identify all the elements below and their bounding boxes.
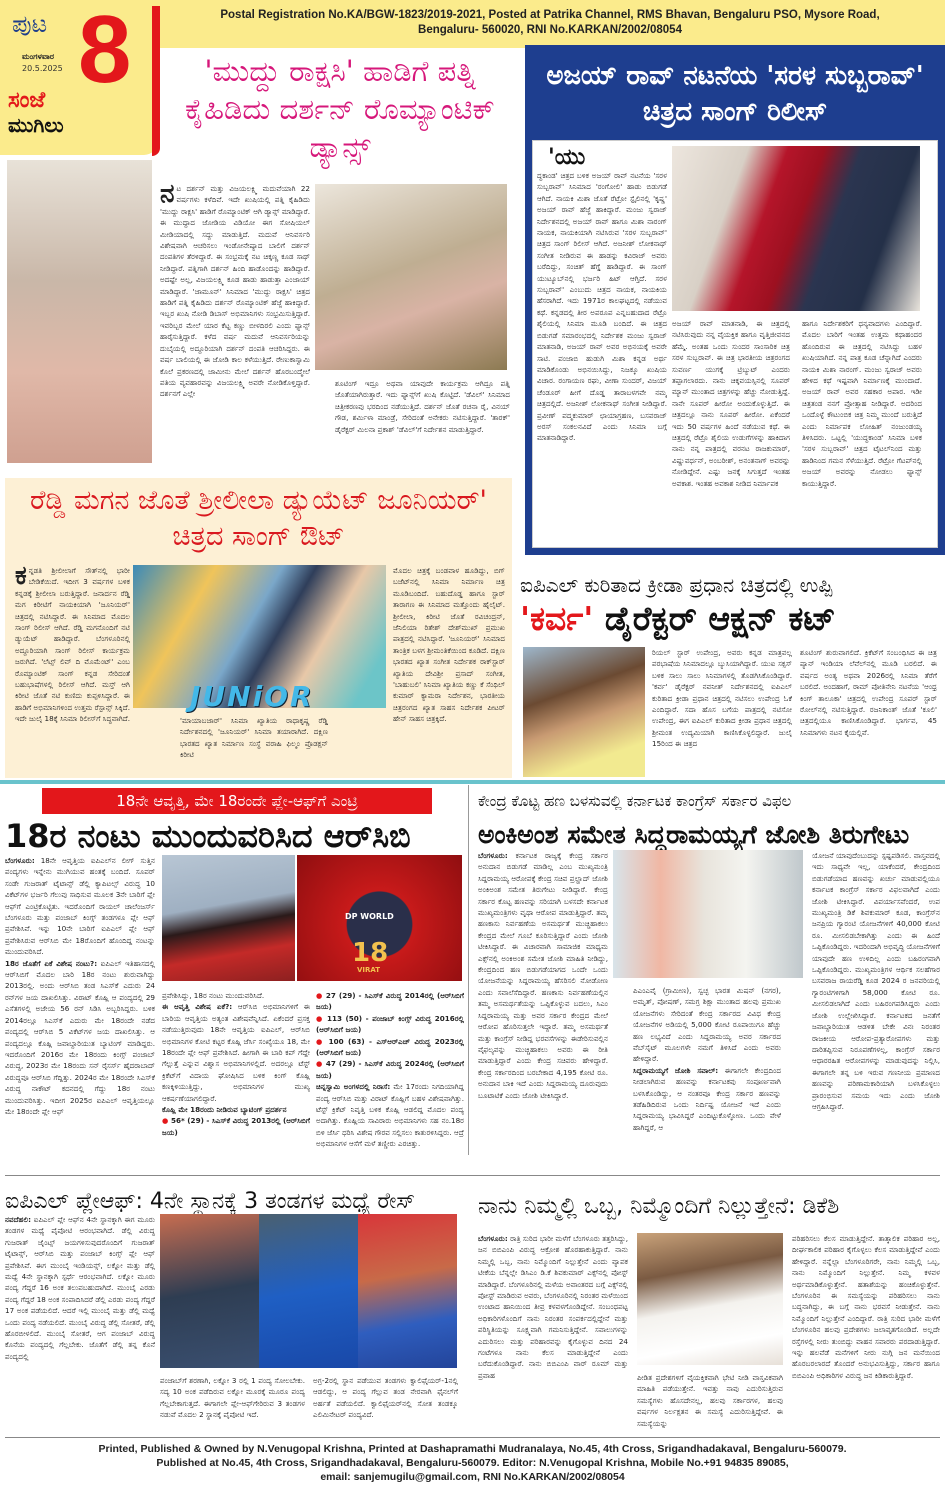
ipl-captains-photo: [160, 1214, 457, 1368]
dks-headline: ನಾನು ನಿಮ್ಮಲ್ಲಿ ಒಬ್ಬ, ನಿಮ್ಮೊಂದಿಗೆ ನಿಲ್ಲುತ್ತೇನೆ: ಡಿಕೆಶಿ: [478, 1194, 840, 1219]
imprint-line-3: email: sanjemugilu@gmail.com, RNI No.KARKAN/2002/08054: [320, 1471, 625, 1483]
dks-body-column-1: ಬೆಂಗಳೂರು: ರಾತ್ರಿ ಸುರಿದ ಭಾರೀ ಮಳೆಗೆ ಬೆಂಗಳೂರು ತತ್ತರಿಸಿದ್ದು, ಜನ ಬಿಬಿಎಂಪಿ ವಿರುದ್ಧ ಆಕ್ರೋಶ ಹೊರಹಾಕುತ್ತಿದ್ದಾರೆ. ನಾನು ನಿಮ್ಮಲ್ಲಿ ಒಬ್ಬ, ನಾನು ನಿಮ್ಮೊಂದಿಗೆ ನಿಲ್ಲುತ್ತೇನೆ ಎಂದು ವ್ಯಾಪಕ ಟೀಕೆಯ ಬೆನ್ನಲ್ಲೇ ಡಿಸಿಎಂ ಡಿ.ಕೆ ಶಿವಕುಮಾರ್ ಎಕ್ಸ್‌ನಲ್ಲಿ ಪೋಸ್ಟ್ ಮಾಡಿದ್ದಾರೆ. ಬೆಂಗಳೂರಿನಲ್ಲಿ ಮಳೆಯ ಅವಾಂತರದ ಬಗ್ಗೆ ಎಕ್ಸ್‌ನಲ್ಲಿ ಪೋಸ್ಟ್ ಮಾಡಿರುವ ಅವರು, ಬೆಂಗಳೂರಿನಲ್ಲಿ ನಿರಂತರ ಮಳೆಯಿಂದ ಉಂಟಾದ ಹಾನಿಯಿಂದ ತೀವ್ರ ಕಳವಳಗೊಂಡಿದ್ದೇನೆ. ಸಂಬಂಧಪಟ್ಟ ಅಧಿಕಾರಿಗಳೊಂದಿಗೆ ನಾನು ನಿರಂತರ ಸಂಪರ್ಕದಲ್ಲಿದ್ದೇನೆ ಮತ್ತು ಪರಿಸ್ಥಿತಿಯನ್ನು ಸೂಕ್ಷ್ಮವಾಗಿ ಗಮನಿಸುತ್ತಿದ್ದೇನೆ. ಸವಾಲುಗಳನ್ನು ಎದುರಿಸಲು ಮತ್ತು ಪರಿಹಾರವನ್ನು ಕೈಗೊಳ್ಳುವ ದಿನದ 24 ಗಂಟೆಗಳೂ ನಾನು ಕೆಲಸ ಮಾಡುತ್ತಿದ್ದೇನೆ ಎಂದು ಬರೆದುಕೊಂಡಿದ್ದಾರೆ. ನಾನು ಬಿಬಿಎಂಪಿ ವಾರ್ ರೂಮ್ ಮತ್ತು ಪ್ರವಾಹ: [478, 1234, 628, 1380]
lsg-player-photo: [160, 1214, 259, 1368]
page-number: 8: [78, 0, 132, 103]
sreeleela-body-column-2: 'ಮಾಯಾಬಜಾರ್' ಸಿನಿಮಾ ಖ್ಯಾತಿಯ ರಾಧಾಕೃಷ್ಣ ರೆಡ್ಡಿ ನಿರ್ದೇಶನದಲ್ಲಿ 'ಜೂನಿಯರ್' ಸಿನಿಮಾ ತಯಾರಾಗಿದೆ. ದಕ್ಷಿಣ ಭಾರತದ ಖ್ಯಾತ ನಿರ್ಮಾಣ ಸಂಸ್ಥೆ ವರಾಹಿ ಫಿಲ್ಮಂ ಪ್ರೊಡಕ್ಷನ್ ಕಿರೀಟಿ: [180, 716, 328, 760]
joshi-body-column-3: ಯೋಜನೆ ಯಾವುದೆಂಬುದನ್ನು ಸ್ಪಷ್ಟಪಡಿಸಲಿ. ವಾಸ್ತವದಲ್ಲಿ ಇದು ಸಾಧ್ಯವೇ ಇಲ್ಲ, ಯಾಕೆಂದರೆ, ಕೇಂದ್ರದಿಂದ ಬಿಡುಗಡೆಯಾದ ಹಣವನ್ನು ಖರ್ಚು ಮಾಡುವಲ್ಲಿಯೂ ಕರ್ನಾಟಕ ಕಾಂಗ್ರೆಸ್ ಸರ್ಕಾರ ವಿಫಲವಾಗಿದೆ ಎಂದು ಜೋಶಿ ಟೀಕಿಸಿದ್ದಾರೆ. ವಿಪರ್ಯಾಸವೆಂದರೆ, ಉಪ ಮುಖ್ಯಮಂತ್ರಿ ಡಿಕೆ ಶಿವಕುಮಾರ್ ಕೂಡ, ಕಾಂಗ್ರೆಸ್‌ನ ಜನಪ್ರಿಯ ಗ್ಯಾರಂಟಿ ಯೋಜನೆಗಳಿಗೆ 40,000 ಕೋಟಿ ರೂ. ಮೀಸಲಿಡಬೇಕಾಗಿತ್ತು ಎಂದು ಈ ಹಿಂದೆ ಒಪ್ಪಿಕೊಂಡಿದ್ದರು. ಇದರಿಂದಾಗಿ ಅಭಿವೃದ್ಧಿ ಯೋಜನೆಗಳಿಗೆ ಯಾವುದೇ ಹಣ ಉಳಿದಿಲ್ಲ ಎಂದು ಬಹಿರಂಗವಾಗಿ ಒಪ್ಪಿಕೊಂಡಿದ್ದರು. ಮುಖ್ಯಮಂತ್ರಿಗಳ ಆರ್ಥಿಕ ಸಲಹೆಗಾರ ಬಸವರಾಜ ರಾಯರೆಡ್ಡಿ ಕೂಡ 2024 ರ ಜನವರಿಯಲ್ಲಿ ಗ್ಯಾರಂಟಿಗಳಿಗಾಗಿ 58,000 ಕೋಟಿ ರೂ. ಮೀಸಲಿಡಲಾಗಿದೆ ಎಂದು ಬಹಿರಂಗಪಡಿಸಿದ್ದರು ಎಂದು ಜೋಶಿ ಉಲ್ಲೇಖಿಸಿದ್ದಾರೆ. ಕರ್ನಾಟಕದ ಜನತೆಗೆ ಜವಾಬ್ದಾರಿಯುತ ಆಡಳಿತ ಬೇಕೇ ವಿನಃ ನಿರಂತರ ರಾಜಕೀಯ ಆರೋಪ-ಪ್ರತ್ಯಾರೋಪಗಳು ಮತ್ತು ದಾರಿತಪ್ಪಿಸುವ ನಿರೂಪಣೆಗಳಲ್ಲ, ಕಾಂಗ್ರೆಸ್ ಸರ್ಕಾರ ಆಧಾರರಹಿತ ಆರೋಪಗಳನ್ನು ಮಾಡುವುದನ್ನು ನಿಲ್ಲಿಸಿ, ಈಗಾಗಲೇ ತನ್ನ ಬಳಿ ಇರುವ ಗಣನೀಯ ಪ್ರಮಾಣದ ಹಣವನ್ನು ಪರಿಣಾಮಕಾರಿಯಾಗಿ ಬಳಸಿಕೊಳ್ಳಲು ಪ್ರಾರಂಭಿಸುವ ಸಮಯ ಇದು ಎಂದು ಜೋಶಿ ಆಗ್ರಹಿಸಿದ್ದಾರೆ.: [812, 851, 940, 1111]
dateline: ನವದೆಹಲಿ:: [5, 1215, 31, 1224]
upendra-photo: [523, 647, 645, 777]
sreeleela-body-column-3: ಮೊದಲ ಚಿತ್ರಕ್ಕೆ ಬಂಡವಾಳ ಹೂಡಿದ್ದು, ಬಿಗ್ ಬಜೆಟ್‌ನಲ್ಲಿ ಸಿನಿಮಾ ನಿರ್ಮಾಣ ಚಿತ್ರ ಮೂಡಿಬಂದಿದೆ. ಬಹುದೊಡ್ಡ ಹಾಗೂ ಸ್ಟಾರ್ ತಾರಾಗಣ ಈ ಸಿನಿಮಾದ ಮತ್ತೊಂದು ಹೈಲೈಟ್. ಶ್ರೀಲೀಲಾ, ಕಿರೀಟಿ ಜೊತೆ ರವಿಚಂದ್ರನ್, ಜೆನಿಲಿಯಾ ರಿತೇಶ್ ದೇಶ್‌ಮುಖ್ ಪ್ರಮುಖ ಪಾತ್ರದಲ್ಲಿ ನಟಿಸಿದ್ದಾರೆ. 'ಜೂನಿಯರ್' ಸಿನಿಮಾದ ತಾಂತ್ರಿಕ ಬಳಗ ಶ್ರೀಮಂತಿಕೆಯಿಂದ ಕೂಡಿದೆ. ದಕ್ಷಿಣ ಭಾರತದ ಖ್ಯಾತ ಸಂಗೀತ ನಿರ್ದೇಶಕ ರಾಕ್‌ಸ್ಟಾರ್ ಖ್ಯಾತಿಯ ದೇವಿಶ್ರೀ ಪ್ರಸಾದ್ ಸಂಗೀತ, 'ಬಾಹುಬಲಿ' ಸಿನಿಮಾ ಖ್ಯಾತಿಯ ಕಣ್ಣು ಕೆ ಸೆಂಥಿಲ್ ಕುಮಾರ್ ಕ್ಯಾಮರಾ ನಿರ್ದೇಶನ, ಭಾರತೀಯ ಚಿತ್ರರಂಗದ ಖ್ಯಾತ ಸಾಹಸ ನಿರ್ದೇಶಕ ಪೀಟರ್ ಹೇನ್ ಸಾಹಸ ಚಿತ್ರಕ್ಕಿದೆ.: [393, 566, 505, 724]
ipl-playoff-headline: ಐಪಿಎಲ್ ಪ್ಲೇಆಫ್: 4ನೇ ಸ್ಥಾನಕ್ಕೆ 3 ತಂಡಗಳ ಮಧ್ಯೆ ರೇಸ್: [5, 1189, 416, 1214]
darshan-body-column-1: ನಟ ದರ್ಶನ್ ಮತ್ತು ವಿಜಯಲಕ್ಷ್ಮಿ ಮದುವೆಯಾಗಿ 22 ವರ್ಷಗಳು ಕಳೆದಿವೆ. ಇದೇ ಖುಷಿಯಲ್ಲಿ ಪತ್ನಿ ಕೈಹಿಡಿದು 'ಮುದ್ದು ರಾಕ್ಷಸಿ' ಹಾಡಿಗೆ ರೊಮ್ಯಾಂಟಿಕ್ ಆಗಿ ಡ್ಯಾನ್ಸ್ ಮಾಡಿದ್ದಾರೆ. ಈ ಮುದ್ದಾದ ಜೋಡಿಯ ವಿಡಿಯೋ ಈಗ ಸೋಷಿಯಲ್ ಮೀಡಿಯಾದಲ್ಲಿ ಸದ್ದು ಮಾಡುತ್ತಿದೆ. ಮದುವೆ ಆನಿವರ್ಸರಿ ವಿಶೇಷವಾಗಿ ಆಚರಿಸಲು ಇಂಡೋನೇಷ್ಯಾದ ಬಾಲಿಗೆ ದರ್ಶನ್ ದಂಪತಿಗಳ ತೆರಳಿದ್ದಾರೆ. ಈ ಸಂಭ್ರಮಕ್ಕೆ ನಟ ಚಿಕ್ಕಣ್ಣ ಕೂಡ ಸಾಥ್ ನೀಡಿದ್ದಾರೆ. ಪತ್ನಿಗಾಗಿ ದರ್ಶನ್ ಹಿಂದಿ ಹಾಡೊಂದನ್ನು ಹಾಡಿದ್ದಾರೆ. ಅದಷ್ಟೇ ಅಲ್ಲ, ವಿಜಯಲಕ್ಷ್ಮಿ ಕೂಡ ಹಾಡು ಹಾಡುತ್ತಾ ಎಂಜಾಯ್ ಮಾಡಿದ್ದಾರೆ. 'ಜಾಮೂನ್' ಸಿನಿಮಾದ 'ಮುದ್ದು ರಾಕ್ಷಸಿ' ಚಿತ್ರದ ಹಾಡಿಗೆ ಪತ್ನಿ ಕೈಹಿಡಿದು ದರ್ಶನ್ ರೊಮ್ಯಾಂಟಿಕ್ ಹೆಜ್ಜೆ ಹಾಕಿದ್ದಾರೆ. ಇಬ್ಬರ ಖುಷಿ ನೋಡಿ ಡಿಬಾಸ್ ಅಭಿಮಾನಿಗಳು ಸಂಭ್ರಮಿಸುತ್ತಿದ್ದಾರೆ. ಇವರಿಬ್ಬರ ಮೇಲೆ ಯಾರ ಕೆಟ್ಟ ಕಣ್ಣು ಬೀಳದಿರಲಿ ಎಂದು ಫ್ಯಾನ್ಸ್ ಹಾರೈಸುತ್ತಿದ್ದಾರೆ. ಕಳೆದ ವರ್ಷ ಮದುವೆ ಆನಿವರ್ಸರಿಯನ್ನು ದುಬೈಯಲ್ಲಿ ಅದ್ದೂರಿಯಾಗಿ ದರ್ಶನ್ ದಂಪತಿ ಆಚರಿಸಿದ್ದರು. ಈ ವರ್ಷ ಬಾಲಿಯಲ್ಲಿ ಈ ಜೋಡಿ ಕಾಲ ಕಳೆಯುತ್ತಿದೆ. ರೇಣುಕಾಸ್ವಾಮಿ ಕೊಲೆ ಪ್ರಕರಣದಲ್ಲಿ ಜಾಮೀನು ಮೇಲೆ ದರ್ಶನ್ ಹೊರಬಂದ್ಮೇಲೆ ಪತಿಯ ವ್ಯವಹಾರವನ್ನು ವಿಜಯಲಕ್ಷ್ಮಿ ಅವರೇ ನೋಡಿಕೊಳ್ತಿದ್ದಾರೆ. ದರ್ಶನಗೆ ಎಲ್ಲೇ: [160, 183, 310, 399]
postal-line-1: Postal Registration No.KA/BGW-1823/2019-2021, Posted at Patrika Channel, RMS Bhavan, Bengaluru PSO, Mysore Road,: [220, 9, 880, 21]
rcb-kicker-banner: 18ನೇ ಆವೃತ್ತಿ, ಮೇ 18ರಂದೇ ಪ್ಲೇ-ಆಫ್‌ಗೆ ಎಂಟ್ರಿ: [42, 788, 432, 814]
ajay-rao-body-column-1: ದ್ಧಕಾಂಡ' ಚಿತ್ರದ ಬಳಿಕ ಅಜಯ್ ರಾವ್ ನಟನೆಯ 'ಸರಳ ಸುಬ್ಬರಾವ್' ಸಿನಿಮಾದ 'ರಂಗೋಲಿ' ಹಾಡು ಬಿಡುಗಡೆ ಆಗಿದೆ. ನಾಯಕಿ ಮಿಶಾ ಜೊತೆ ರೆಟ್ರೋ ಸ್ಟೈಲಿನಲ್ಲಿ 'ಕೃಷ್ಣ' ಅಜಯ್ ರಾವ್ ಹೆಜ್ಜೆ ಹಾಕಿದ್ದಾರೆ. ಮಂಜು ಸ್ವರಾಜ್ ನಿರ್ದೇಶನದಲ್ಲಿ ಅಜಯ್ ರಾವ್ ಹಾಗೂ ಮಿಶಾ ನಾರಂಗ್ ನಾಯಕ, ನಾಯಕಿಯಾಗಿ ನಟಿಸಿರುವ 'ಸರಳ ಸುಬ್ಬರಾವ್' ಚಿತ್ರದ ಸಾಂಗ್ ರಿಲೀಸ್ ಆಗಿದೆ. ಅಜನೀಶ್ ಲೋಕನಾಥ್ ಸಂಗೀತ ನೀಡಿರುವ ಈ ಹಾಡನ್ನು ಕವಿರಾಜ್ ಅವರು ಬರೆದಿದ್ದು, ಸಂಚಿತ್ ಹೆಗ್ಡೆ ಹಾಡಿದ್ದಾರೆ. ಈ ಸಾಂಗ್ ಯುಟ್ಯೂಬ್‌ನಲ್ಲಿ ಭರ್ಜರಿ ಹಿಟ್ ಆಗ್ತಿದೆ. ಸರಳ ಸುಬ್ಬರಾವ್' ಎಂಬುದು ಚಿತ್ರದ ನಾಯಕ, ನಾಯಕಿಯ ಹೆಸರಾಗಿದೆ. ಇದು 1971ರ ಕಾಲಘಟ್ಟದಲ್ಲಿ ನಡೆಯುವ ಕಥೆ. ಕನ್ನಡದಲ್ಲಿ ತೀರ ಅಪರೂಪ ಎನ್ನಬಹುದಾದ ರೆಟ್ರೊ ಶೈಲಿಯಲ್ಲಿ ಸಿನಿಮಾ ಮೂಡಿ ಬಂದಿದೆ. ಈ ಚಿತ್ರದ ಬಿಡುಗಡೆ ಸಮಾರಂಭದಲ್ಲಿ ನಿರ್ದೇಶಕ ಮಂಜು ಸ್ವರಾಜ್ ಮಾತನಾಡಿ, ಅಜಯ್ ರಾವ್ ಅವರ ಅಭಿನಯಕ್ಕೆ ಅವರೇ ಸಾಟಿ. ಪಂಜಾಬಿ ಹುಡುಗಿ ಮಿಶಾ ಕನ್ನಡ ಅರ್ಥ ಮಾಡಿಕೊಂಡು ಅಭಿನಯಿಸಿದ್ದು, ನಿಜಕ್ಕೂ ಖುಷಿಯ ವಿಚಾರ. ರಂಗಾಯಣ ರಘು, ವೀಣಾ ಸುಂದರ್, ವಿಜಯ್ ಚೆಂಡೂರ್ ಹೀಗೆ ದೊಡ್ಡ ತಾರಾಬಳಗವೇ ನಮ್ಮ ಚಿತ್ರದಲ್ಲಿದೆ. ಅಜನೀಶ್ ಲೋಕನಾಥ್ ಸಂಗೀತ ನೀಡಿದ್ದಾರೆ. ಪ್ರವೀಣ್ ಪದ್ಮಕುಮಾರ್ ಛಾಯಾಗ್ರಹಣ, ಬಸವರಾಜ್ ಅರಸ್ ಸಂಕಲನವಿದೆ ಎಂದು ಸಿನಿಮಾ ಬಗ್ಗೆ ಮಾತನಾಡಿದ್ದಾರೆ.: [537, 171, 667, 443]
upendra-body-column-2: ಶೂಟಿಂಗ್ ಶುರುವಾಗಲಿದೆ. ಕ್ರಿಕೆಟ್‌ಗೆ ಸಂಬಂಧಿಸಿದ ಈ ಚಿತ್ರ ಪ್ಯಾನ್ ಇಂಡಿಯಾ ಲೆವೆಲ್‌ನಲ್ಲಿ ಮೂಡಿ ಬರಲಿದೆ. ಈ ವರ್ಷದ ಅಂತ್ಯ ಅಥವಾ 2026ರಲ್ಲಿ ಸಿನಿಮಾ ತೆರೆಗೆ ಬರಲಿದೆ. ಅಂದಹಾಗೆ, ರಾಮ್ ಪೋತಿನೇನಿ ನಟನೆಯ 'ಆಂಧ್ರ ಕಿಂಗ್ ತಾಲೂಕಾ' ಚಿತ್ರದಲ್ಲಿ ಉಪೇಂದ್ರ ಸೂಪರ್ ಸ್ಟಾರ್ ರೋಲ್‌ನಲ್ಲಿ ನಟಿಸುತ್ತಿದ್ದಾರೆ. ರಜನಿಕಾಂತ್ ಜೊತೆ 'ಕೂಲಿ' ಚಿತ್ರದಲ್ಲಿಯೂ ಕಾಣಿಸಿಕೊಂಡಿದ್ದಾರೆ. ಭಾರ್ಗವ, 45 ಸಿನಿಮಾಗಳು ನಟನ ಕೈಯಲ್ಲಿವೆ.: [800, 648, 937, 737]
dc-player-photo: [358, 1214, 457, 1368]
kohli-batting-photo: [162, 855, 295, 981]
rcb-subhead-2: ಈ ಆವೃತ್ತಿ ವಿಶೇಷ ಏಕೆ?:: [162, 1002, 233, 1012]
jersey-name: VIRAT: [357, 966, 381, 974]
rcb-body-column-2: ಪ್ರವೇಶಿಸಿದ್ದು, 18ರ ನಂಟು ಮುಂದುವರಿಸಿದೆ. ಈ ಆವೃತ್ತಿ ವಿಶೇಷ ಏಕೆ?: ಆರ್‌ಸಿಬಿ ಅಭಿಮಾನಿಗಳಿಗೆ ಈ ಬಾರಿಯ ಆವೃತ್ತಿಯ ಅತ್ಯಂತ ವಿಶೇಷವೆನ್ನಿಸಿದೆ. ಏಕೆಂದರೆ ಪ್ರಸಕ್ತ ನಡೆಯುತ್ತಿರುವುದು 18ನೇ ಆವೃತ್ತಿಯ ಐಪಿಎಲ್, ಆರ್‌ಸಿಬಿ ಅಭಿಮಾನಿಗಳ ಕೋಟಿ ಕಟ್ಟರ ಕೊಹ್ಲಿ ಜೆರ್ಸಿ ಸಂಖ್ಯೆಯೂ 18, ಮೇ 18ರಂದೇ ಪ್ಲೇ ಆಫ್ ಪ್ರವೇಶಿಸಿದೆ. ಹೀಗಾಗಿ ಈ ಬಾರಿ ಕಪ್ ಗೆದ್ದೇ ಗೆಲ್ಲುತ್ತೆ ಎನ್ನುವ ವಿಶ್ವಾಸ ಅಭಿಮಾನಿಗಳಲ್ಲಿದೆ. ಅದರಲ್ಲೂ ಟೆಸ್ಟ್ ಕ್ರಿಕೆಟ್‌ಗೆ ವಿದಾಯ ಘೋಷಿಸಿದ ಬಳಿಕ ಕಿಂಗ್ ಕೊಹ್ಲಿ ಕಣಕ್ಕಿಳಿಯುತ್ತಿದ್ದು, ಅಭಿಮಾನಿಗಳ ಮುಖ್ಯ ಆಕರ್ಷಣೆಯಾಗಲಿದ್ದಾರೆ. ಕೊಹ್ಲಿ ಮೇ 18ರಂದು ನೀಡಿರುವ ಬ್ಯಾಟಿಂಗ್ ಪ್ರದರ್ಶನ ● 56* (29) - ಸಿಎಸ್‌ಕೆ ವಿರುದ್ಧ 2013ರಲ್ಲಿ (ಆರ್‌ಸಿಬಿಗೆ ಜಯ): [162, 990, 310, 1165]
column-divider: [468, 785, 469, 1155]
kohli-stat-item: ● 56* (29) - ಸಿಎಸ್‌ಕೆ ವಿರುದ್ಧ 2013ರಲ್ಲಿ (ಆರ್‌ಸಿಬಿಗೆ ಜಯ): [162, 1115, 310, 1138]
dks-body-column-2: ಪೀಡಿತ ಪ್ರದೇಶಗಳಿಗೆ ವೈಯಕ್ತಿಕವಾಗಿ ಭೇಟಿ ನೀಡಿ ವಾಸ್ತವಿಕವಾಗಿ ಮಾಹಿತಿ ಪಡೆಯುತ್ತೇನೆ. ಇವತ್ತು ನಾವು ಎದುರಿಸುತ್ತಿರುವ ಸಮಸ್ಯೆಗಳು ಹೊಸದೇನಲ್ಲ, ಹಲವು ಸರ್ಕಾರಗಳ, ಹಲವು ವರ್ಷಗಳ ನಿರ್ಲಕ್ಷತನ ಈ ಸಮಸ್ಯೆ ಎದುರಿಸುತ್ತಿದ್ದೇವೆ. ಈ ಸಮಸ್ಯೆಯನ್ನು: [637, 1373, 783, 1428]
jersey-sponsor: DP WORLD: [345, 912, 394, 921]
section-divider: [0, 780, 945, 784]
page-label: ಪುಟ: [12, 10, 48, 38]
ipl-playoff-body-column-1: ನವದೆಹಲಿ: ಐಪಿಎಲ್ ಪ್ಲೇ ಆಫ್‌ನ 4ನೇ ಸ್ಥಾನಕ್ಕಾಗಿ ಈಗ ಮೂರು ತಂಡಗಳ ಮಧ್ಯೆ ಪೈಪೋಟಿ ಆರಂಭವಾಗಿದೆ. ಡೆಲ್ಲಿ ವಿರುದ್ಧ ಗುಜರಾತ್ ಜೈಂಟ್ಸ್ ಜಯಗಳಿಸುವುದರೊಂದಿಗೆ ಗುಜರಾತ್ ಟೈಟಾನ್ಸ್, ಆರ್‌ಸಿಬಿ ಮತ್ತು ಪಂಜಾಬ್ ಕಿಂಗ್ಸ್ ಪ್ಲೇ ಆಫ್ ಪ್ರವೇಶಿಸಿವೆ. ಈಗ ಮುಂಬೈ ಇಂಡಿಯನ್ಸ್, ಲಕ್ನೋ ಮತ್ತು ಡೆಲ್ಲಿ ಮಧ್ಯೆ 4ನೇ ಸ್ಥಾನಕ್ಕಾಗಿ ಸ್ಪರ್ಧೆ ಆರಂಭವಾಗಿದೆ. ಲಕ್ನೋ ಮೂರು ಪಂದ್ಯ ಗೆದ್ದರೆ 16 ಅಂಕ ತಲುಪಬಹುದಾಗಿದೆ. ಮುಂಬೈ ಎರಡು ಪಂದ್ಯ ಗೆದ್ದರೆ 18 ಅಂಕ ಸಂಪಾದಿಸಿದರೆ ಡೆಲ್ಲಿ ಎರಡು ಪಂದ್ಯ ಗೆದ್ದರೆ 17 ಅಂಕ ಪಡೆಯಲಿದೆ. ಆದರೆ ಇಲ್ಲಿ ಮುಂಬೈ ಮತ್ತು ಡೆಲ್ಲಿ ಮಧ್ಯೆ ಒಂದು ಪಂದ್ಯ ನಡೆಯಲಿದೆ. ಮುಂಬೈ ವಿರುದ್ಧ ಡೆಲ್ಲಿ ಸೋತರೆ, ಡೆಲ್ಲಿ ಹೊರಬೀಳಲಿದೆ. ಮುಂಬೈ ಸೋತರೆ, ಆಗ ಪಂಜಾಬ್ ವಿರುದ್ಧ ಕೊನೆಯ ಪಂದ್ಯದಲ್ಲಿ ಗೆಲ್ಲಬೇಕು. ಜೊತೆಗೆ ಡೆಲ್ಲಿ ತನ್ನ ಕೊನೆ ಪಂದ್ಯದಲ್ಲಿ: [5, 1215, 155, 1361]
section-divider: [5, 1175, 940, 1176]
ipl-playoff-body-column-3: ಅಗ್ರ-2ರಲ್ಲಿ ಸ್ಥಾನ ಪಡೆಯುವ ತಂಡಗಳು ಕ್ವಾಲಿಫೈಯರ್-1ನಲ್ಲಿ ಆಡಲಿದ್ದು, ಆ ಪಂದ್ಯ ಗೆಲ್ಲುವ ತಂಡ ನೇರವಾಗಿ ಫೈನಲ್‌ಗೆ ಅರ್ಹತೆ ಪಡೆಯಲಿದೆ. ಕ್ವಾಲಿಫೈಯರ್‌ನಲ್ಲಿ ಸೋತ ತಂಡಕ್ಕೂ ಎಲಿಮಿನೇಟರ್ ಪಂದ್ಯವಿದೆ.: [313, 1376, 458, 1420]
junior-logo: JUNiOR: [190, 680, 314, 713]
upendra-headline-rest: ಡೈರೆಕ್ಟರ್ ಆಕ್ಷನ್ ಕಟ್: [593, 599, 836, 638]
dateline: ಬೆಂಗಳೂರು:: [478, 851, 508, 860]
dateline: ಬೆಂಗಳೂರು:: [478, 1234, 508, 1243]
darshan-body-column-2: ಶೂಟಿಂಗ್ ಇದ್ರೂ ಅಥವಾ ಯಾವುದೇ ಕಾರ್ಯಕ್ರಮ ಆಗಿದ್ರೂ ಪತ್ನಿ ಜೊತೆಯಾಗಿರುತ್ತಾರೆ. ಇದು ಫ್ಯಾನ್ಸ್‌ಗೆ ಖುಷಿ ಕೊಟ್ಟಿದೆ. 'ಡೆವಿಲ್' ಸಿನಿಮಾದ ಚಿತ್ರೀಕರಣವು ಭರದಿಂದ ನಡೆಯುತ್ತಿದೆ. ದರ್ಶನ್ ಜೊತೆ ರಚನಾ ರೈ, ವಿನಯ್ ಗೌಡ, ಶರ್ಮಿಳಾ ಮಾಂಡ್ರೆ, ಸೇರಿದಂತೆ ಅನೇಕರು ನಟಿಸುತ್ತಿದ್ದಾರೆ. 'ತಾರಕ್' ಡೈರೆಕ್ಟರ್ ಮಿಲನಾ ಪ್ರಕಾಶ್ 'ಡೆವಿಲ್'ಗೆ ನಿರ್ದೇಶನ ಮಾಡುತ್ತಿದ್ದಾರೆ.: [335, 379, 510, 434]
dropcap: ಕ: [15, 565, 27, 591]
imprint-footer: [0, 1442, 945, 1484]
joshi-siddaramaiah-photo: [613, 850, 803, 978]
postal-registration: [160, 8, 940, 38]
upendra-headline: [520, 598, 940, 640]
footer-divider: [5, 1437, 940, 1438]
joshi-body-column-1: ಬೆಂಗಳೂರು: ಕರ್ನಾಟಕ ರಾಜ್ಯಕ್ಕೆ ಕೇಂದ್ರ ಸರ್ಕಾರ ಅನುದಾನ ಬಿಡುಗಡೆ ಮಾಡಿಲ್ಲ ಎಂಬ ಮುಖ್ಯಮಂತ್ರಿ ಸಿದ್ದರಾಮಯ್ಯ ಆರೋಪಕ್ಕೆ ಕೇಂದ್ರ ಸಚಿವ ಪ್ರಲ್ಹಾದ್ ಜೋಶಿ ಅಂಕಿಅಂಶ ಸಮೇತ ತಿರುಗೇಟು ನೀಡಿದ್ದಾರೆ. ಕೇಂದ್ರ ಸರ್ಕಾರ ಕೊಟ್ಟ ಹಣವನ್ನು ಸರಿಯಾಗಿ ಬಳಸದೇ ಕರ್ನಾಟಕ ಮುಖ್ಯಮಂತ್ರಿಗಳು ವೃಥಾ ಆರೋಪ ಮಾಡುತ್ತಿದ್ದಾರೆ. ತಮ್ಮ ಹಣಕಾಸು ನಿರ್ವಹಣೆಯ ಅಸಮರ್ಥತೆ ಮುಚ್ಚಿಹಾಕಲು ಕೇಂದ್ರದ ಮೇಲೆ ಗೂಬೆ ಕೂರಿಸುತ್ತಿದ್ದಾರೆ ಎಂದು ಜೋಶಿ ಟೀಕಿಸಿದ್ದಾರೆ. ಈ ವಿಚಾರವಾಗಿ ಸಾಮಾಜಿಕ ಮಾಧ್ಯಮ ಎಕ್ಸ್‌ನಲ್ಲಿ ಅಂಕಿಅಂಶ ಸಮೇತ ಜೋಶಿ ಮಾಹಿತಿ ನೀಡಿದ್ದು, ಕೇಂದ್ರದಿಂದ ಹಣ ಬಿಡುಗಡೆಯಾಗದ ಒಂದೇ ಒಂದು ಯೋಜನೆಯನ್ನು ಸಿದ್ದರಾಮಯ್ಯ ಹೆಸರಿಸಲಿ ನೋಡೋಣ ಎಂದು ಸವಾಲೆಸೆದಿದ್ದಾರೆ. ಹಣಕಾಸು ನಿರ್ವಹಣೆಯಲ್ಲಿನ ತಮ್ಮ ಅಸಮರ್ಥತೆಯನ್ನು ಒಪ್ಪಿಕೊಳ್ಳುವ ಬದಲು, ಸಿಎಂ ಸಿದ್ದರಾಮಯ್ಯ ಮತ್ತು ಅವರ ಸರ್ಕಾರ ಕೇಂದ್ರದ ಮೇಲೆ ಆರೋಪ ಹೊರಿಸುತ್ತಲೇ ಇದ್ದಾರೆ. ತಮ್ಮ ಅಸಮರ್ಥತೆ ಮತ್ತು ಕಾಂಗ್ರೆಸ್ ನೀಡಿದ್ದ ಭರವಸೆಗಳನ್ನು ಈಡೇರಿಸುವಲ್ಲಿನ ವೈಫಲ್ಯವನ್ನು ಮುಚ್ಚಿಹಾಕಲು ಅವರು ಈ ರೀತಿ ಮಾಡುತ್ತಿದ್ದಾರೆ ಎಂದು ಕೇಂದ್ರ ಸಚಿವರು ಹೇಳಿದ್ದಾರೆ. ಕೇಂದ್ರ ಸರ್ಕಾರದಿಂದ ಬರಬೇಕಾದ 4,195 ಕೋಟಿ ರೂ. ಅನುದಾನ ಬಾಕಿ ಇದೆ ಎಂದು ಸಿದ್ದರಾಮಯ್ಯ ದೂರುವುದು ಬೂಟಾಟಿಕೆ ಎಂದು ಜೋಶಿ ಟೀಕಿಸಿದ್ದಾರೆ.: [478, 851, 608, 1100]
ipl-playoff-body-column-2: ಪಂಜಾಬ್‌ಗೆ ಶರಣಾಗಿ, ಲಕ್ನೋ 3 ರಲ್ಲಿ 1 ಪಂದ್ಯ ಸೋಲಬೇಕು. ಸದ್ಯ 10 ಅಂಕ ಪಡೆದಿರುವ ಲಕ್ನೋ ಮೂರಕ್ಕೆ ಮೂರೂ ಪಂದ್ಯ ಗೆಲ್ಲಬೇಕಾಗುತ್ತದೆ. ಈಗಾಗಲೇ ಪ್ಲೇ-ಆಫ್‌ಗೇರಿರುವ 3 ತಂಡಗಳ ನಡುವೆ ಮೊದಲ 2 ಸ್ಥಾನಕ್ಕೆ ಪೈಪೋಟಿ ಇದೆ.: [160, 1376, 305, 1420]
rcb-subhead-3: ಕೊಹ್ಲಿ ಮೇ 18ರಂದು ನೀಡಿರುವ ಬ್ಯಾಟಿಂಗ್ ಪ್ರದರ್ಶನ: [162, 1105, 287, 1115]
joshi-headline: ಅಂಕಿಅಂಶ ಸಮೇತ ಸಿದ್ದರಾಮಯ್ಯಗೆ ಜೋಶಿ ತಿರುಗೇಟು: [478, 820, 910, 849]
rcb-subhead-4: ಚಿನ್ನಸ್ವಾಮಿ ಅಂಗಳದಲ್ಲಿ ನಿರಾಸೆ:: [316, 1082, 391, 1092]
ajay-rao-dropcap: 'ಯು: [548, 145, 586, 170]
dropcap: ನ: [160, 183, 175, 209]
brand-name-line1: ಸಂಜೆ: [8, 88, 46, 113]
rcb-body-column-3: ● 27 (29) - ಸಿಎಸ್‌ಕೆ ವಿರುದ್ಧ 2014ರಲ್ಲಿ (ಆರ್‌ಸಿಬಿಗೆ ಜಯ) ● 113 (50) - ಪಂಜಾಬ್ ಕಿಂಗ್ಸ್ ವಿರುದ್ಧ 2016ರಲ್ಲಿ (ಆರ್‌ಸಿಬಿಗೆ ಜಯ) ● 100 (63) - ಎಸ್‌ಆರ್‌ಎಚ್ ವಿರುದ್ಧ 2023ರಲ್ಲಿ (ಆರ್‌ಸಿಬಿಗೆ ಜಯ) ● 47 (29) - ಸಿಎಸ್‌ಕೆ ವಿರುದ್ಧ 2024ರಲ್ಲಿ (ಆರ್‌ಸಿಬಿಗೆ ಜಯ) ಚಿನ್ನಸ್ವಾಮಿ ಅಂಗಳದಲ್ಲಿ ನಿರಾಸೆ: ಮೇ 17ರಂದು ನಿಗದಿಯಾಗಿದ್ದ ಪಂದ್ಯ ಆರ್‌ಸಿಬಿ ಮತ್ತು ವಿರಾಟ್ ಕೊಹ್ಲಿಗೆ ಬಹಳ ವಿಶೇಷವಾಗಿತ್ತು. ಟೆಸ್ಟ್ ಕ್ರಿಕೆಟ್ ನಿವೃತ್ತಿ ಬಳಿಕ ಕೊಹ್ಲಿ ಆಡಲಿದ್ದ ಮೊದಲ ಪಂದ್ಯ ಅದಾಗಿತ್ತು. ಕೊಹ್ಲಿಯ ಸಾವಿರಾರು ಅಭಿಮಾನಿಗಳು ಸಹ ನಂ.18ರ ಬಿಳಿ ಜೆರ್ಸಿ ಧರಿಸಿ ವಿಶೇಷ ಗೌರವ ಸಲ್ಲಿಸಲು ಕಾತುರಳಿಸಿದ್ದರು. ಆದ್ರೆ ಅಭಿಮಾನಿಗಳ ಆಸೆಗೆ ಮಳೆ ತಣ್ಣೀರು ಎರಚಿತ್ತು.: [316, 990, 464, 1165]
dks-body-column-3: ಪರಿಹರಿಸಲು ಕೆಲಸ ಮಾಡುತ್ತಿದ್ದೇನೆ. ತಾತ್ಕಾಲಿಕ ಪರಿಹಾರ ಅಲ್ಲ, ದೀರ್ಘಕಾಲಿಕ ಪರಿಹಾರ ಕೈಗೊಳ್ಳಲು ಕೆಲಸ ಮಾಡುತ್ತಿದ್ದೇವೆ ಎಂದು ಹೇಳಿದ್ದಾರೆ. ನನ್ನೆಲ್ಲಾ ಬೆಂಗಳೂರಿಗರೇ, ನಾನು ನಿಮ್ಮಲ್ಲಿ ಒಬ್ಬ, ನಾನು ನಿಮ್ಮೊಂದಿಗೆ ನಿಲ್ಲುತ್ತೇನೆ. ನಿಮ್ಮ ಕಳವಳ ಅರ್ಥಮಾಡಿಕೊಳ್ಳುತ್ತೇನೆ. ಹತಾಶೆಯನ್ನು ಹಂಚಿಕೊಳ್ಳುತ್ತೇನೆ. ಬೆಂಗಳೂರಿನ ಈ ಸಮಸ್ಯೆಯನ್ನು ಪರಿಹರಿಸಲು ನಾನು ಬದ್ಧನಾಗಿದ್ದು, ಈ ಬಗ್ಗೆ ನಾನು ಭರವಸೆ ನೀಡುತ್ತೇನೆ. ನಾನು ನಿಮ್ಮೊಂದಿಗೆ ನಿಲ್ಲುತ್ತೇನೆ ಎಂದಿದ್ದಾರೆ. ರಾತ್ರಿ ಸುರಿದ ಭಾರೀ ಮಳೆಗೆ ಬೆಂಗಳೂರಿನ ಹಲವು ಪ್ರದೇಶಗಳು ಜಲಾವೃತಗೊಂಡಿದೆ. ಅಲ್ಲದೇ ರಸ್ತೆಗಳಲ್ಲಿ ನೀರು ತುಂಬಿದ್ದು ವಾಹನ ಸವಾರರು ಪರದಾಡುತ್ತಿದ್ದಾರೆ. ಇನ್ನು ಹಲವೆಡೆ ಮನೆಗಳಿಗೆ ನೀರು ನುಗ್ಗಿ ಜನ ಮನೆಯಿಂದ ಹೊರಬರಲಾರದೆ ತೊಂದರೆ ಅನುಭವಿಸುತ್ತಿದ್ದು, ಸರ್ಕಾರ ಹಾಗೂ ಬಿಬಿಎಂಪಿ ಅಧಿಕಾರಿಗಳ ವಿರುದ್ಧ ಜನ ಕಿಡಿಕಾರುತ್ತಿದ್ದಾರೆ.: [792, 1234, 940, 1380]
rcb-subhead-1: 18ರ ಜೊತೆಗೆ ಏಕೆ ವಿಶೇಷ ನಂಟು?:: [5, 958, 98, 968]
ajay-rao-body-column-2: ಅಜಯ್ ರಾವ್ ಮಾತನಾಡಿ, ಈ ಚಿತ್ರದಲ್ಲಿ ನಟಿಸಿರುವುದು ನನ್ನ ವೈಯಕ್ತಿಕ ಹಾಗೂ ವೃತ್ತಿಜೀವನದ ಹೆಮ್ಮೆ. ಅಂತಹ ಒಂದು ಸುಂದರ ಸಾಂಸಾರಿಕ ಚಿತ್ರ ಸರಳ ಸುಬ್ಬರಾವ್. ಈ ಚಿತ್ರ ಭಾರತೀಯ ಚಿತ್ರರಂಗದ ಸುವರ್ಣ ಯುಗಕ್ಕೆ ಟ್ರಿಬ್ಯುಟ್ ಎಂದರು ತಪ್ಪಾಗಲಾರದು. ನಾನು ಚಿಕ್ಕವಯಸ್ಸಿನಲ್ಲಿ ಸೂಪರ್ ಮ್ಯಾನ್ ಮುಂತಾದ ಚಿತ್ರಗಳನ್ನು ಹೆಚ್ಚು ನೋಡುತ್ತಿದ್ದೆ. ನಾನೇ ಸೂಪರ್ ಹೀರೋ ಅಂದುಕೊಳ್ಳುತ್ತಿದೆ. ಈ ಚಿತ್ರದಲ್ಲೂ ನಾನು ಸೂಪರ್ ಹೀರೋ. ಏಕೆಂದರೆ ಇದು 50 ವರ್ಷಗಳ ಹಿಂದೆ ನಡೆಯುವ ಕಥೆ. ಈ ಚಿತ್ರದಲ್ಲಿ ರೆಟ್ರೊ ಶೈಲಿಯ ಉಡುಗೆಗಳನ್ನು ಹಾಕಿದಾಗ ನಾನು ನನ್ನ ಪಾತ್ರದಲ್ಲಿ ವರನಟ ರಾಜಕುಮಾರ್, ವಿಷ್ಣುವರ್ಧನ್, ಅಂಬರೀಶ್, ಅನಂತನಾಗ್ ಅವರನ್ನು ನೋಡಿದ್ದೇನೆ. ಎಷ್ಟು ಜನಕ್ಕೆ ಸಿಗುತ್ತದೆ ಇಂತಹ ಅವಕಾಶ. ಇಂತಹ ಅವಕಾಶ ನೀಡಿದ ನಿರ್ಮಾಪಕ: [672, 319, 790, 488]
dateline: ಬೆಂಗಳೂರು:: [5, 856, 35, 865]
jersey-number: 18: [352, 938, 389, 968]
dk-shivakumar-photo: [637, 1233, 783, 1365]
sreeleela-headline: ರೆಡ್ಡಿ ಮಗನ ಜೊತೆ ಶ್ರೀಲೀಲಾ ಡ್ಯುಯೆಟ್ ಜೂನಿಯರ್' ಚಿತ್ರದ ಸಾಂಗ್ ಔಟ್: [30, 485, 487, 552]
postal-line-2: Bengaluru- 560020, RNI No.KARKAN/2002/08054: [418, 24, 682, 36]
imprint-line-2: Published at No.45, 4th Cross, Srigandhadakaval, Bengaluru-560079. Editor: N.Venugopal Krishna, Mobile No.+91 94835 89085,: [156, 1457, 789, 1469]
joshi-body-column-2: ಪಿಎಂಎವೈ (ಗ್ರಾಮೀಣ), ಸ್ವಚ್ಛ ಭಾರತ ಮಿಷನ್ (ನಗರ), ಅಮೃತ್, ಪೋಷಣ್, ಸಮಗ್ರ ಶಿಕ್ಷಾ ಮುಂತಾದ ಹಲವು ಪ್ರಮುಖ ಯೋಜನೆಗಳು ಸೇರಿದಂತೆ ಕೇಂದ್ರ ಸರ್ಕಾರದ ವಿವಿಧ ಕೇಂದ್ರ ಯೋಜನೆಗಳ ಅಡಿಯಲ್ಲಿ 5,000 ಕೋಟಿ ರೂಪಾಯಿಗೂ ಹೆಚ್ಚು ಹಣ ಲಭ್ಯವಿದೆ ಎಂದು ಸಿದ್ದರಾಮಯ್ಯ ಅವರ ಸರ್ಕಾರದ ವೆಬ್‌ಸೈಟ್ ಮೂಲಗಳೇ ನಮಗೆ ತಿಳಿಸಿದೆ ಎಂದು ಅವರು ಹೇಳಿದ್ದಾರೆ. ಸಿದ್ದರಾಮಯ್ಯಗೆ ಜೋಶಿ ಸವಾಲ್: ಈಗಾಗಲೇ ಕೇಂದ್ರದಿಂದ ನೀಡಲಾಗಿರುವ ಹಣವನ್ನು ಕರ್ನಾಟಕವು ಸಂಪೂರ್ಣವಾಗಿ ಬಳಸಿಕೊಂಡಿದ್ದು, ಆ ನಂತರವೂ ಕೇಂದ್ರ ಸರ್ಕಾರ ಹಣವನ್ನು ತಡೆಹಿಡಿದಿರುವ ಒಂದು ನಿರ್ದಿಷ್ಟ ಯೋಜನೆ ಇದೆ ಎಂದು ಸಿದ್ದರಾಮಯ್ಯ ಭಾವಿಸಿದ್ದರೆ ಎಂದಿಟ್ಟುಕೊಳ್ಳೋಣ. ಒಂದು ವೇಳೆ ಹಾಗಿದ್ದರೆ, ಆ: [633, 986, 781, 1132]
joshi-subhead: ಸಿದ್ದರಾಮಯ್ಯಗೆ ಜೋಶಿ ಸವಾಲ್:: [633, 1065, 719, 1075]
page-badge-edge: [152, 6, 160, 156]
darshan-photo-couple: [7, 160, 152, 463]
brand-name-line2: ಮುಗಿಲು: [8, 113, 64, 137]
ajay-rao-headline: ಅಜಯ್ ರಾವ್ ನಟನೆಯ 'ಸರಳ ಸುಬ್ಬರಾವ್' ಚಿತ್ರದ ಸಾಂಗ್ ರಿಲೀಸ್: [546, 61, 924, 127]
upendra-headline-red: 'ಕರ್ವ': [520, 599, 594, 638]
rcb-headline: 18ರ ನಂಟು ಮುಂದುವರಿಸಿದ ಆರ್‌ಸಿಬಿ: [5, 817, 411, 855]
upendra-kicker: ಐಪಿಎಲ್ ಕುರಿತಾದ ಕ್ರೀಡಾ ಪ್ರಧಾನ ಚಿತ್ರದಲ್ಲಿ ಉಪ್ಪಿ: [520, 573, 833, 597]
joshi-kicker: ಕೇಂದ್ರ ಕೊಟ್ಟ ಹಣ ಬಳಸುವಲ್ಲಿ ಕರ್ನಾಟಕ ಕಾಂಗ್ರೆಸ್ ಸರ್ಕಾರ ವಿಫಲ: [478, 792, 792, 810]
upendra-body-column-1: ರಿಯಲ್ ಸ್ಟಾರ್ ಉಪೇಂದ್ರ, ಅವರು ಕನ್ನಡ ಮಾತ್ರವಲ್ಲ ಪರಭಾಷೆಯ ಸಿನಿಮಾದಲ್ಲೂ ಬ್ಯುಸಿಯಾಗಿದ್ದಾರೆ. ಯುಐ ಸಕ್ಸಸ್ ಬಳಿಕ ಸಾಲು ಸಾಲು ಸಿನಿಮಾಗಳಲ್ಲಿ ತೊಡಗಿಸಿಕೊಂಡಿದ್ದಾರೆ. 'ಕರ್ವ' ಡೈರೆಕ್ಟರ್ ನವನೀತ್ ನಿರ್ದೇಶನದಲ್ಲಿ ಐಪಿಎಲ್ ಕುರಿತಾದ ಕ್ರೀಡಾ ಪ್ರಧಾನ ಚಿತ್ರದಲ್ಲಿ ನಟಿಸಲು ಉಪೇಂದ್ರ ಓಕೆ ಎಂದಿದ್ದಾರೆ. ಸದಾ ಹೊಸ ಬಗೆಯ ಪಾತ್ರದಲ್ಲಿ ನಟಿಸೋ ಉಪೇಂದ್ರ, ಈಗ ಐಪಿಎಲ್ ಕುರಿತಾದ ಕ್ರೀಡಾ ಪ್ರಧಾನ ಚಿತ್ರದಲ್ಲಿ ಶ್ರೀಮಂತ ಉದ್ಯಮಿಯಾಗಿ ಕಾಣಿಸಿಕೊಳ್ಳಲಿದ್ದಾರೆ. ಜುಲೈ 15ರಿಂದ ಈ ಚಿತ್ರದ: [652, 648, 792, 749]
issue-date: 20.5.2025: [22, 64, 63, 73]
mi-player-photo: [259, 1214, 358, 1368]
kohli-stat-item: ● 27 (29) - ಸಿಎಸ್‌ಕೆ ವಿರುದ್ಧ 2014ರಲ್ಲಿ (ಆರ್‌ಸಿಬಿಗೆ ಜಯ): [316, 990, 464, 1013]
kohli-stat-item: ● 113 (50) - ಪಂಜಾಬ್ ಕಿಂಗ್ಸ್ ವಿರುದ್ಧ 2016ರಲ್ಲಿ (ಆರ್‌ಸಿಬಿಗೆ ಜಯ): [316, 1013, 464, 1036]
darshan-photo-dance: [315, 184, 507, 370]
ajay-rao-photo: [672, 146, 920, 311]
ajay-rao-body-column-3: ಹಾಗೂ ನಿರ್ದೇಶಕರಿಗೆ ಧನ್ಯವಾದಗಳು ಎಂದಿದ್ದಾರೆ. ಮೊದಲ ಬಾರಿಗೆ ಇಂತಹ ಉತ್ತಮ ಕಥಾಹಂದರ ಹೊಂದಿರುವ ಈ ಚಿತ್ರದಲ್ಲಿ ನಟಿಸಿದ್ದು ಬಹಳ ಖುಷಿಯಾಗಿದೆ. ನನ್ನ ಪಾತ್ರ ಕೂಡ ಚೆನ್ನಾಗಿದೆ ಎಂದರು ನಾಯಕಿ ಮಿಶಾ ನಾರಂಗ್. ಮಂಜು ಸ್ವರಾಜ್ ಅವರು ಹೇಳಿದ ಕಥೆ ಇಷ್ಟವಾಗಿ ನಿರ್ಮಾಣಕ್ಕೆ ಮುಂದಾದೆ. ಅಜಯ್ ರಾವ್ ಅವರ ಸಹಕಾರ ಅಪಾರ. ಇಡೀ ಚಿತ್ರತಂಡ ನನಗೆ ಪ್ರೋತ್ಸಾಹ ನೀಡಿದ್ದಾರೆ. ಅದರಿಂದ ಒಂದೊಳ್ಳೆ ಕೌಟುಂಬಿಕ ಚಿತ್ರ ನಿಮ್ಮ ಮುಂದೆ ಬರುತ್ತಿದೆ ಎಂದು ನಿರ್ಮಾಪಕ ಲೋಹಿತ್ ನಂಜುಂಡಯ್ಯ ತಿಳಿಸಿದರು. ಒಟ್ಟಲ್ಲಿ 'ಯುದ್ಧಕಾಂಡ' ಸಿನಿಮಾ ಬಳಿಕ 'ಸರಳ ಸುಬ್ಬರಾವ್' ಚಿತ್ರದ ಟೈಟಲ್‌ನಿಂದ ಮತ್ತು ಹಾಡಿನಿಂದ ಗಮನ ಸೆಳೆಯುತ್ತಿದೆ. ರೆಟ್ರೋ ಗೆಟಪ್‌ನಲ್ಲಿ ಅಜಯ್ ಅವರನ್ನು ನೋಡಲು ಫ್ಯಾನ್ಸ್ ಕಾಯುತ್ತಿದ್ದಾರೆ.: [802, 319, 922, 488]
kohli-stat-item: ● 47 (29) - ಸಿಎಸ್‌ಕೆ ವಿರುದ್ಧ 2024ರಲ್ಲಿ (ಆರ್‌ಸಿಬಿಗೆ ಜಯ): [316, 1058, 464, 1081]
weekday: ಮಂಗಳವಾರ: [22, 52, 55, 61]
darshan-headline: 'ಮುದ್ದು ರಾಕ್ಷಸಿ' ಹಾಡಿಗೆ ಪತ್ನಿ ಕೈಹಿಡಿದು ದರ್ಶನ್ ರೊಮ್ಯಾಂಟಿಕ್ ಡ್ಯಾನ್ಸ್: [185, 54, 495, 164]
kohli-stat-item: ● 100 (63) - ಎಸ್‌ಆರ್‌ಎಚ್ ವಿರುದ್ಧ 2023ರಲ್ಲಿ (ಆರ್‌ಸಿಬಿಗೆ ಜಯ): [316, 1036, 464, 1059]
imprint-line-1: Printed, Published & Owned by N.Venugopal Krishna, Printed at Dashapramathi Mudranalaya, No.45, 4th Cross, Srigandhadakaval, Bengaluru-560079.: [98, 1443, 847, 1455]
sreeleela-body-column-1: ಕನ್ನಡತಿ ಶ್ರೀಲೀಲಾಗೆ ಸೌತ್‌ನಲ್ಲಿ ಭಾರೀ ಬೇಡಿಕೆಯಿದೆ. ಇದೀಗ 3 ವರ್ಷಗಳ ಬಳಿಕ ಕನ್ನಡಕ್ಕೆ ಶ್ರೀಲೀಲಾ ಬರುತ್ತಿದ್ದಾರೆ. ಜನಾರ್ದನ ರೆಡ್ಡಿ ಮಗ ಕಿರೀಟಿಗೆ ನಾಯಕಿಯಾಗಿ 'ಜೂನಿಯರ್' ಚಿತ್ರದಲ್ಲಿ ನಟಿಸಿದ್ದಾರೆ. ಈ ಸಿನಿಮಾದ ಮೊದಲ ಸಾಂಗ್ ರಿಲೀಸ್ ಆಗಿದೆ. ರೆಡ್ಡಿ ಮಗನೊಂದಿಗೆ ನಟಿ ಡ್ಯುಯೆಟ್ ಹಾಡಿದ್ದಾರೆ. ಬೆಂಗಳೂರಿನಲ್ಲಿ ಅದ್ದೂರಿಯಾಗಿ ಸಾಂಗ್ ರಿಲೀಸ್ ಕಾರ್ಯಕ್ರಮ ಜರುಗಿದೆ. 'ಲೆಟ್ಸ್ ಲಿವ್ ದಿ ಮೊಮೆಂಟ್' ಎಂಬ ರೊಮ್ಯಾಂಟಿಕ್ ಸಾಂಗ್ ಕನ್ನಡ ಸೇರಿದಂತೆ ಬಹುಭಾಷೆಗಳಲ್ಲಿ ರಿಲೀಸ್ ಆಗಿದೆ. ಮಸ್ತ್ ಆಗಿ ಕಿರೀಟಿ ಜೊತೆ ನಟಿ ಕುಣಿದು ಕುಪ್ಪಳಿಸಿದ್ದಾರೆ. ಈ ಹಾಡಿಗೆ ಅಭಿಮಾನಿಗಳಿಂದ ಉತ್ತಮ ರೆಸ್ಪಾನ್ಸ್ ಸಿಕ್ಕಿದೆ. ಇದೇ ಜುಲೈ 18ಕ್ಕೆ ಸಿನಿಮಾ ರಿಲೀಸ್‌ಗೆ ಸಿದ್ಧವಾಗಿದೆ.: [15, 565, 130, 724]
rcb-body-column-1: ಬೆಂಗಳೂರು: 18ನೇ ಆವೃತ್ತಿಯ ಐಪಿಎಲ್‌ನ ಲೀಗ್ ಸುತ್ತಿನ ಪಂದ್ಯಗಳು ಇನ್ನೇನು ಮುಗಿಯುವ ಹಂತಕ್ಕೆ ಬಂದಿದೆ. ಸೂಪರ್ ಸಂಡೇ ಗುಜರಾತ್ ಟೈಟಾನ್ಸ್ ಡೆಲ್ಲಿ ಕ್ಯಾಪಿಟಲ್ಸ್ ವಿರುದ್ಧ 10 ವಿಕೆಟ್‌ಗಳ ಭರ್ಜರಿ ಗೆಲುವು ಸಾಧಿಸುವ ಮೂಲಕ 3ನೇ ಬಾರಿಗೆ ಪ್ಲೇ ಆಫ್‌ಗೆ ಎಂಟ್ರಿಕೊಟ್ಟಿತು. ಇದರೊಂದಿಗೆ ರಾಯಲ್ ಚಾಲೆಂಜರ್ಸ್ ಬೆಂಗಳೂರು ಮತ್ತು ಪಂಜಾಬ್ ಕಿಂಗ್ಸ್ ತಂಡಗಳೂ ಪ್ಲೇ ಆಫ್ ಪ್ರವೇಶಿಸಿವೆ. ಇನ್ನು 10ನೇ ಬಾರಿಗೆ ಐಪಿಎಲ್ ಪ್ಲೇ ಆಫ್ ಪ್ರವೇಶಿಸಿರುವ ಆರ್‌ಸಿಬಿ ಮೇ 18ರೊಂದಿಗೆ ಹೊಂದಿದ್ದ ನಂಟನ್ನು ಮುಂದುವರಿಸಿದೆ. 18ರ ಜೊತೆಗೆ ಏಕೆ ವಿಶೇಷ ನಂಟು?: ಐಪಿಎಲ್ ಇತಿಹಾಸದಲ್ಲಿ ಆರ್‌ಸಿಬಿಗೆ ಮೊದಲ ಬಾರಿ 18ರ ನಂಟು ಶುರುವಾಗಿದ್ದು 2013ರಲ್ಲಿ. ಅಂದು ಆರ್‌ಸಿಬಿ ತಂಡ ಸಿಎಸ್‌ಕೆ ಎದುರು 24 ರನ್‌ಗಳ ಜಯ ದಾಖಲಿಸಿತ್ತು. ವಿರಾಟ್ ಕೊಹ್ಲಿ ಆ ಪಂದ್ಯದಲ್ಲಿ 29 ಎಸೆತಗಳಲ್ಲಿ ಅಜೇಯ 56 ರನ್ ಸಿಡಿಸಿ ಅಬ್ಬರಿಸಿದ್ದರು. ಬಳಿಕ 2014ರಲ್ಲೂ ಸಿಎಸ್‌ಕೆ ಎದುರು ಮೇ 18ರಂದೇ ನಡೆದ ಪಂದ್ಯದಲ್ಲಿ ಆರ್‌ಸಿಬಿ 5 ವಿಕೆಟ್‌ಗಳ ಜಯ ದಾಖಲಿಸಿತ್ತು. ಆ ಪಂದ್ಯದಲ್ಲೂ ಕೊಹ್ಲಿ ಜವಾಬ್ದಾರಿಯುತ ಬ್ಯಾಟಿಂಗ್ ಮಾಡಿದ್ದರು. ಇದರೊಂದಿಗೆ 2016ರ ಮೇ 18ರಂದು ಕಿಂಗ್ಸ್ ಪಂಜಾಬ್ ವಿರುದ್ಧ, 2023ರ ಮೇ 18ರಂದು ಸನ್ ರೈಸರ್ಸ್ ಹೈದರಾಬಾದ್ ವಿರುದ್ಧವೂ ಆರ್‌ಸಿಬಿ ಗೆದ್ದಿತ್ತು. 2024ರ ಮೇ 18ರಂದೇ ಸಿಎಸ್‌ಕೆ ವಿರುದ್ಧ ನಾಕೌಟ್ ಕದನದಲ್ಲಿ ಗೆದ್ದು 18ರ ನಂಟು ಮುಂದುವರಿಸಿತ್ತು. ಇದೀಗ 2025ರ ಐಪಿಎಲ್ ಆವೃತ್ತಿಯಲ್ಲೂ ಮೇ 18ರಂದೇ ಪ್ಲೇ ಆಫ್: [5, 856, 155, 1116]
